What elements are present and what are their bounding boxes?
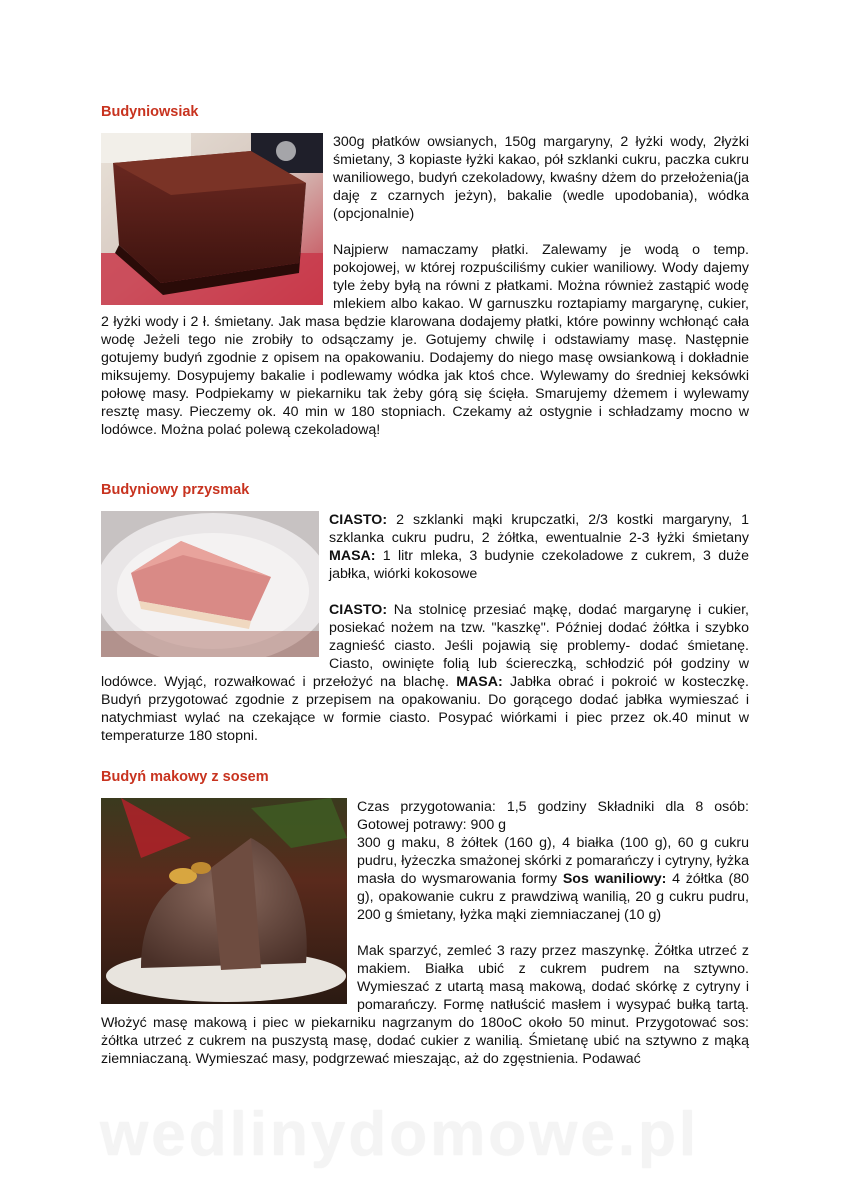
sos-ingredients: 4 żółtka (80 g), opakowanie cukru z prawdziwą wanilią, 20 g cukru pudru, 200 g śmietany, łyżka mąki ziemniaczanej (10 g)	[357, 871, 749, 923]
masa-method-label: MASA:	[456, 674, 503, 690]
chocolate-cake-photo	[101, 133, 323, 305]
masa-method: Jabłka obrać i pokroić w kosteczkę. Budyń przygotować zgodnie z przepisem na opakowaniu. Do gorącego dodać jabłka wymieszać i natychmiast wylać na czekające w formie ciasto. Posypać wiórkami i piec przez ok.40 minut w temperaturze 180 stopni.	[101, 674, 749, 744]
recipe-title: Budyniowsiak	[101, 104, 199, 120]
recipe-body	[101, 798, 749, 1068]
method-text: Mak sparzyć, zemleć 3 razy przez maszynkę. Żółtka utrzeć z makiem. Białka ubić z cukrem pudrem na sztywno. Wymieszać z utartą masą makową, dodać skórkę z cytryny i pomarańczy. Formę natłuścić masłem i wysypać bułką tartą. Włożyć masę makową i piec w piekarniku nagrzanym do 180oC około 50 minut. Przygotować sos: żółtka utrzeć z cukrem na puszystą masę, dodać cukier z wanilią. Śmietanę ubić na sztywno z mąką ziemniaczaną. Wymieszać masy, podgrzewać mieszając, aż do zgęstnienia. Podawać	[101, 943, 749, 1067]
sos-label: Sos waniliowy:	[562, 871, 667, 887]
recipe-budyniowy-przysmak	[101, 481, 749, 745]
recipe-budyn-makowy	[101, 768, 749, 1068]
recipe-title: Budyń makowy z sosem	[101, 769, 269, 785]
ciasto-method-label: CIASTO:	[329, 602, 388, 618]
cake-image	[101, 133, 323, 305]
masa-ingredients: 1 litr mleka, 3 budynie czekoladowe z cukrem, 3 duże jabłka, wiórki kokosowe	[329, 548, 749, 582]
poppy-cake-image	[101, 798, 347, 1004]
main-ingredients: 300 g maku, 8 żółtek (160 g), 4 białka (100 g), 60 g cukru pudru, łyżeczka smażonej skórki z pomarańczy i cytryny, łyżka masła do wysmarowania formy	[357, 835, 749, 887]
watermark: wedlinydomowe.pl	[100, 1100, 700, 1169]
recipe-body	[101, 511, 749, 745]
masa-label: MASA:	[329, 548, 376, 564]
ciasto-label: CIASTO:	[329, 512, 388, 528]
cake-slice-image	[101, 511, 319, 657]
recipe-budyniowsiak	[101, 103, 749, 439]
method-text: Najpierw namaczamy płatki. Zalewamy je wodą o temp. pokojowej, w której rozpuściliśmy cukier waniliowy. Wody dajemy tyle żeby byłą na równi z płatkami. Można również zastąpić wodę mlekiem albo kakao. W garnuszku roztapiamy margarynę, cukier, 2 łyżki wody i 2 ł. śmietany. Jak masa będzie klarowana dodajemy płatki, które powinny wchłonąć cała wodę Jeżeli tego nie zrobiły to odsączamy je. Gotujemy chwilę i odstawiamy masę. Następnie gotujemy budyń zgodnie z opisem na opakowaniu. Dodajemy do niego masę owsiankową i dokładnie miksujemy. Dosypujemy bakalie i podlewamy wódka jak ktoś chce. Wylewamy do średniej keksówki połowę masy. Podpiekamy w piekarniku tak żeby górą się ścięła. Smarujemy dżemem i wylewamy resztę masy. Pieczemy ok. 40 min w 180 stopniach. Czekamy aż ostygnie i schładzamy mocno w lodówce. Można polać polewą czekoladową!	[101, 242, 749, 438]
ingredients-text: 300g płatków owsianych, 150g margaryny, 2 łyżki wody, 2łyżki śmietany, 3 kopiaste łyżki kakao, pół szklanki cukru, paczka cukru waniliowego, budyń czekoladowy, kwaśny dżem do przełożenia(ja daję z czarnych jeżyn), bakalie (wedle upodobania), wódka (opcjonalnie)	[333, 134, 749, 222]
poppy-seed-cake-photo	[101, 798, 347, 1004]
preparation-time: Czas przygotowania: 1,5 godziny Składniki dla 8 osób: Gotowej potrawy: 900 g	[357, 799, 749, 833]
cake-slice-photo	[101, 511, 319, 657]
ciasto-ingredients: 2 szklanki mąki krupczatki, 2/3 kostki margaryny, 1 szklanka cukru pudru, 2 żółtka, ewentualnie 2-3 łyżki śmietany	[329, 512, 749, 546]
recipe-body	[101, 133, 749, 439]
ciasto-method: Na stolnicę przesiać mąkę, dodać margarynę i cukier, posiekać nożem na tzw. "kaszkę". Później dodać żółtka i szybko zagnieść ciasto. Jeśli pojawią się problemy- dodać śmietanę. Ciasto, owinięte folią lub ściereczką, schłodzić pół godziny w lodówce. Wyjąć, rozwałkować i przełożyć na blachę.	[101, 602, 749, 690]
recipe-title: Budyniowy przysmak	[101, 482, 250, 498]
